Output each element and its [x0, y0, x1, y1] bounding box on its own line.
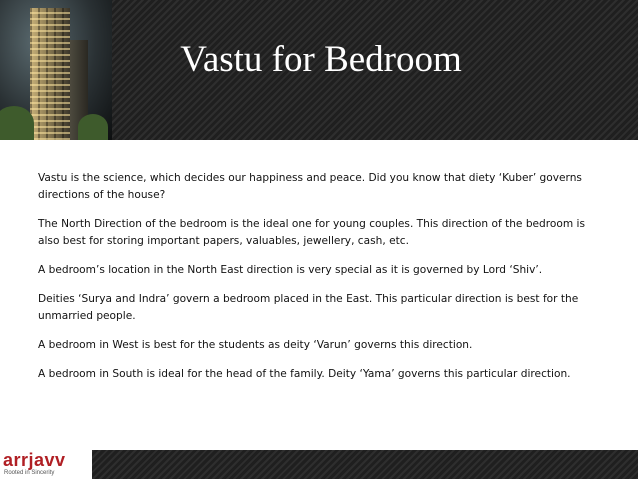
tower-image [30, 8, 70, 140]
building-photo [0, 0, 112, 140]
paragraph: The North Direction of the bedroom is the ideal one for young couples. This direction of the bedroom is also best for storing important papers, valuables, jewellery, cash, etc. [38, 218, 586, 247]
footer-band [0, 450, 638, 479]
tree-image [0, 106, 34, 140]
brand-logo [0, 450, 92, 479]
slide-title: Vastu for Bedroom [180, 39, 462, 80]
paragraph: A bedroom in South is ideal for the head of the family. Deity ‘Yama’ governs this particular direction. [38, 368, 571, 380]
paragraph: A bedroom in West is best for the students as deity ‘Varun’ governs this direction. [38, 339, 473, 351]
slide-body [38, 170, 604, 395]
paragraph: A bedroom’s location in the North East direction is very special as it is governed by Lord ‘Shiv’. [38, 264, 543, 276]
logo-tagline: Rooted in Sincerity [4, 470, 55, 476]
tree-image [78, 114, 108, 140]
paragraph: Vastu is the science, which decides our happiness and peace. Did you know that diety ‘Kuber’ governs directions of the house? [38, 172, 582, 201]
paragraph: Deities ‘Surya and Indra’ govern a bedroom placed in the East. This particular direction is best for the unmarried people. [38, 293, 579, 322]
logo-text: arrjavv [3, 450, 66, 470]
